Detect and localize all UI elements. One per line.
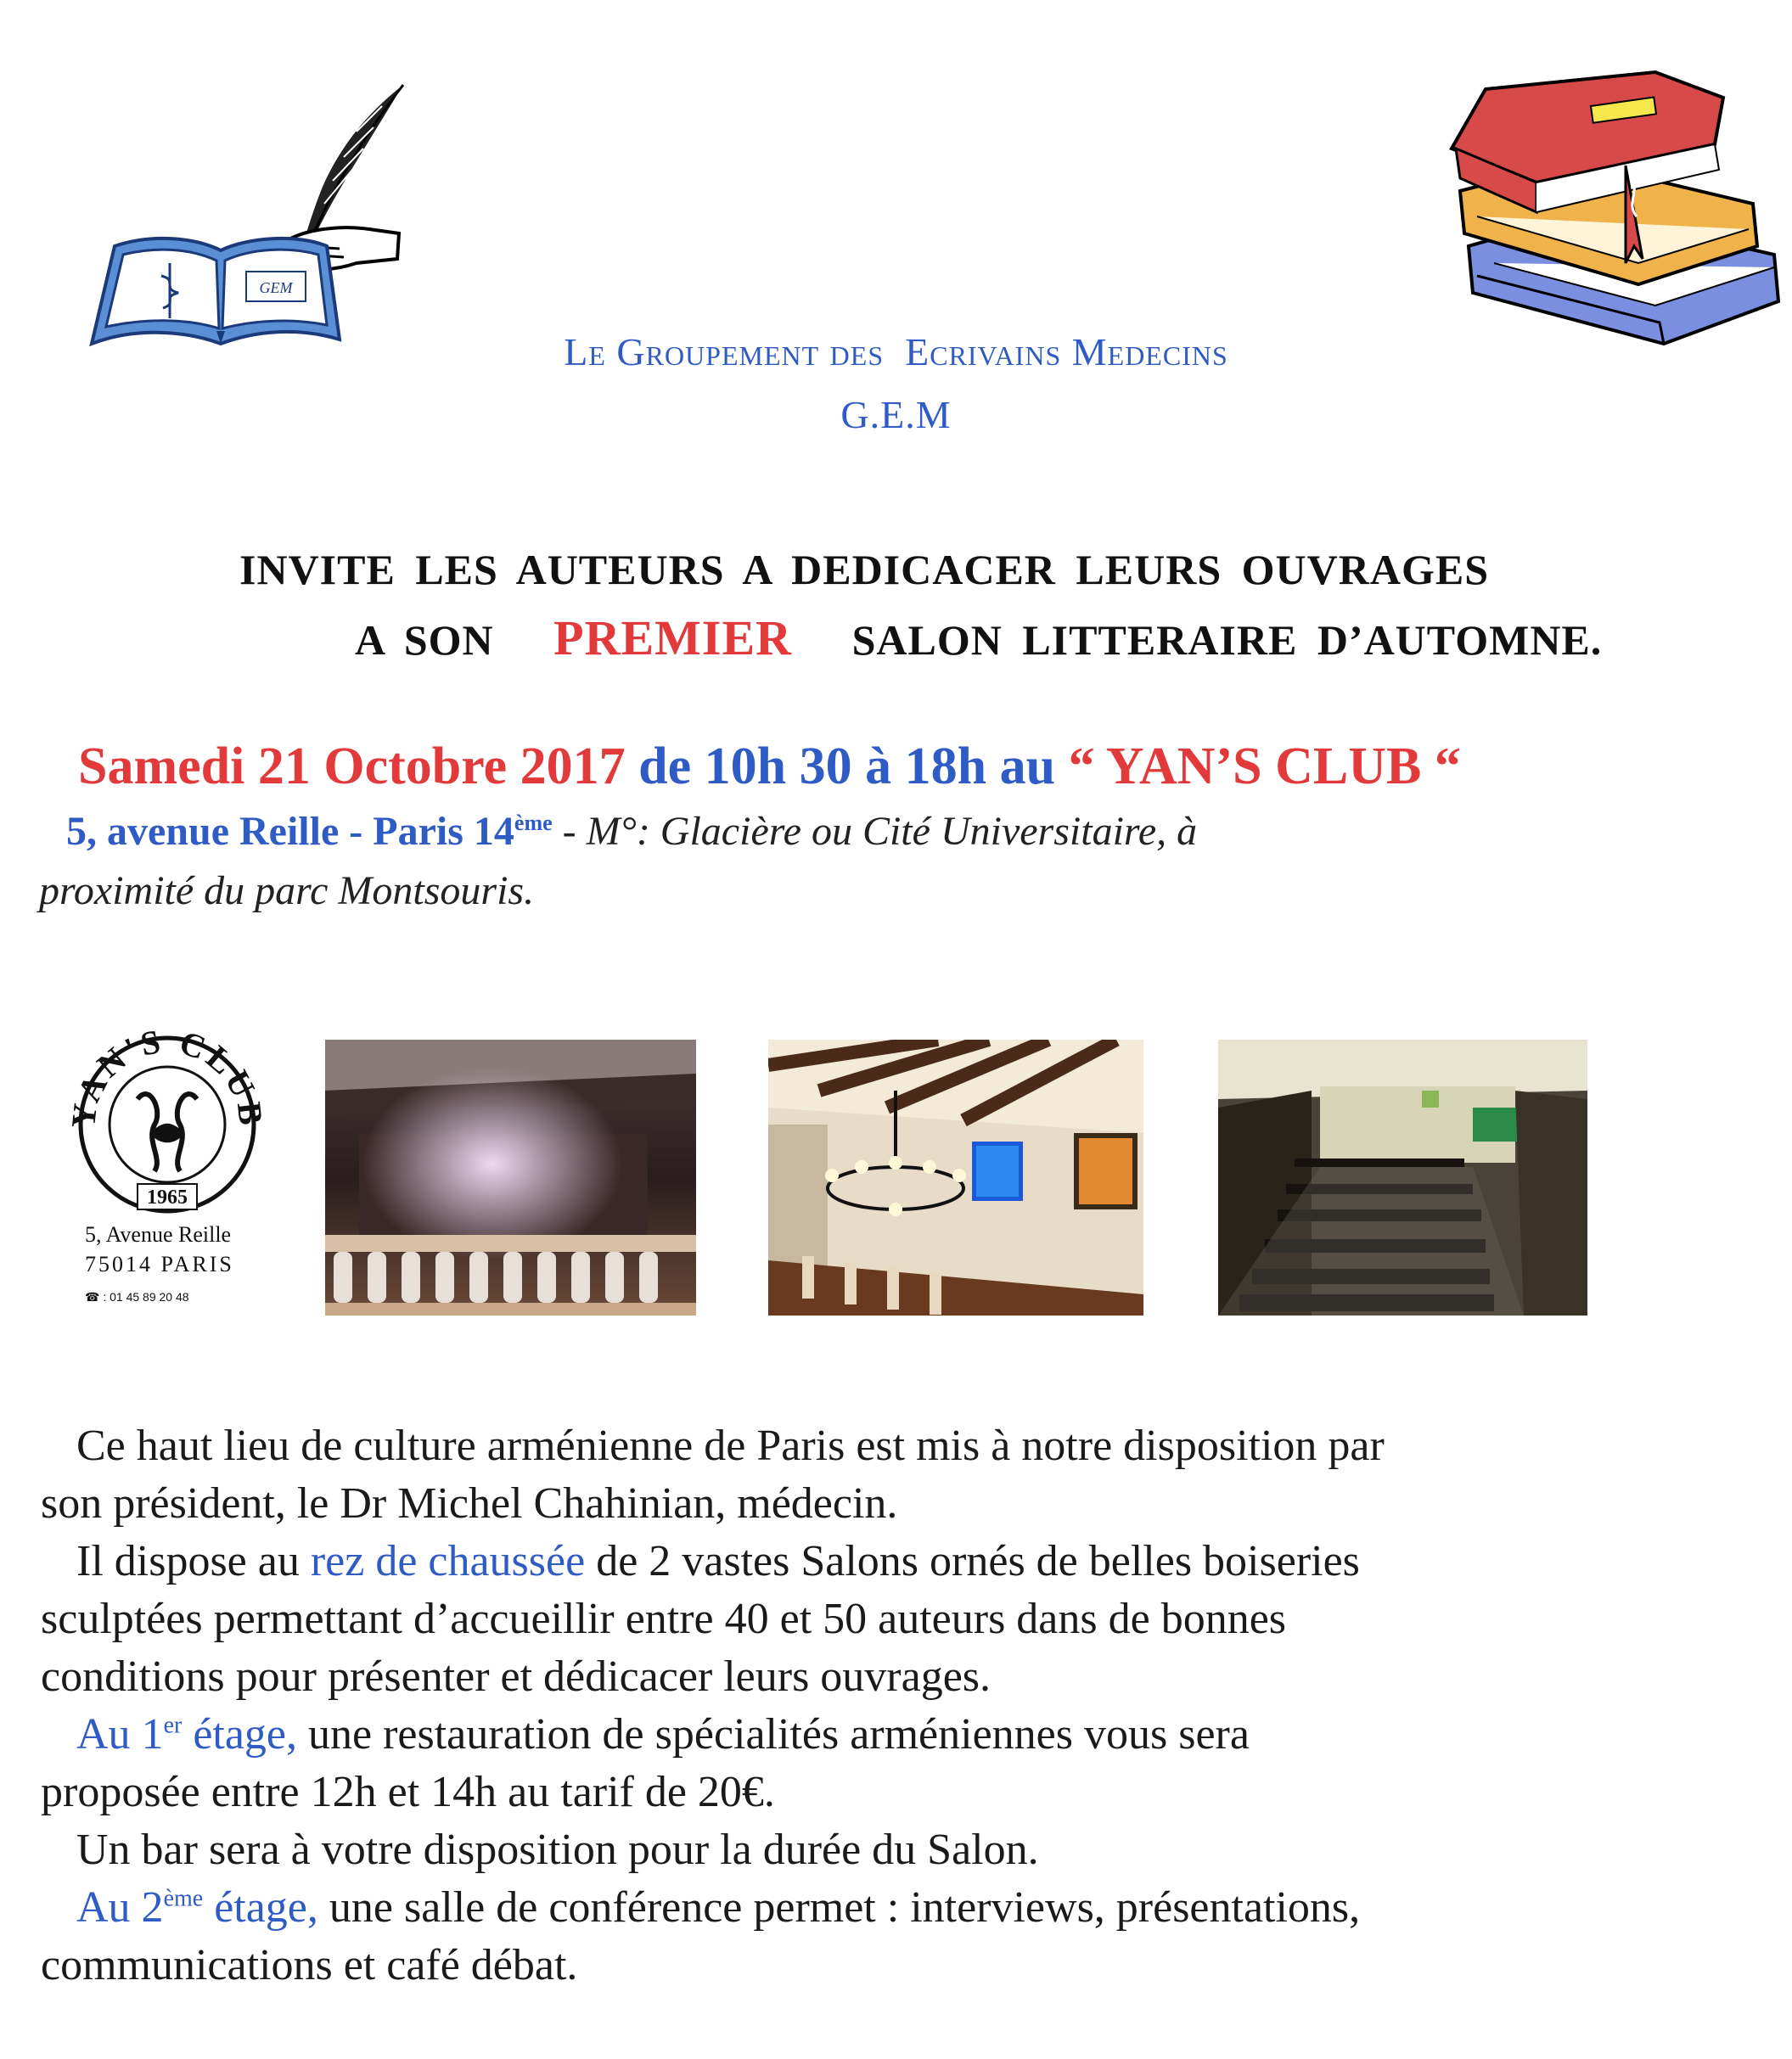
stamp-street: 5, Avenue Reille xyxy=(85,1222,232,1247)
first-floor-label: Au 1 xyxy=(76,1710,164,1759)
event-metro-cont: proximité du parc Montsouris. xyxy=(39,868,535,913)
stamp-phone: ☎ : 01 45 89 20 48 xyxy=(85,1290,189,1304)
event-address-text: 5, avenue Reille - Paris 14 xyxy=(66,809,514,854)
invitation-line-2-end: SALON LITTERAIRE D’AUTOMNE. xyxy=(851,616,1603,664)
stamp-city: 75014 PARIS xyxy=(85,1252,234,1276)
stamp-year: 1965 xyxy=(147,1187,188,1209)
event-address-sup: ème xyxy=(514,811,553,835)
yans-club-stamp xyxy=(70,1031,273,1316)
body-text xyxy=(41,1417,1755,1994)
quill-book-logo xyxy=(85,81,416,352)
second-floor-sup: ème xyxy=(163,1885,204,1912)
stamp-name: AN'S CLUB xyxy=(70,1031,271,1130)
para-2-line-3: conditions pour présenter et dédicacer leurs ouvrages. xyxy=(41,1652,991,1701)
para-1-line-2: son président, le Dr Michel Chahinian, médecin. xyxy=(41,1479,898,1528)
first-floor-sup: er xyxy=(163,1712,183,1739)
event-venue: “ YAN’S CLUB “ xyxy=(1068,738,1461,795)
para-3-post: une restauration de spécialités arméniennes vous sera xyxy=(308,1710,1250,1759)
invitation-line-1: INVITE LES AUTEURS A DEDICACER LEURS OUVRAGES xyxy=(239,546,1490,593)
para-5-post: une salle de conférence permet : interviews, présentations, xyxy=(329,1883,1361,1932)
first-floor-word: étage, xyxy=(193,1710,298,1759)
para-3-line-1 xyxy=(41,1706,1755,1764)
para-2-post: de 2 vastes Salons ornés de belles boiseries xyxy=(596,1537,1360,1585)
para-5-line-2: communications et café débat. xyxy=(41,1941,578,1989)
second-floor xyxy=(76,1883,318,1932)
para-3-line-2: proposée entre 12h et 14h au tarif de 20€. xyxy=(41,1768,775,1816)
event-address-line xyxy=(66,808,1764,855)
stamp-seal xyxy=(70,1031,273,1218)
logo-book-label: GEM xyxy=(259,279,293,296)
event-date: Samedi 21 Octobre 2017 xyxy=(78,738,626,795)
books-stack-icon xyxy=(1443,64,1783,361)
venue-photo-chandelier xyxy=(768,1040,1143,1316)
invitation-line-2 xyxy=(355,609,1628,666)
premier-highlight: PREMIER xyxy=(553,610,793,665)
org-name-part1: Le Groupement des xyxy=(564,330,885,373)
first-floor xyxy=(76,1710,297,1759)
para-2-line-1 xyxy=(41,1533,1755,1591)
para-1-line-1: Ce haut lieu de culture arménienne de Paris est mis à notre disposition par xyxy=(76,1422,1385,1470)
venue-photo-conference xyxy=(1218,1040,1587,1316)
org-name xyxy=(0,329,1792,374)
rez-de-chaussee: rez de chaussée xyxy=(310,1537,586,1585)
event-date-line xyxy=(78,737,1759,797)
para-4: Un bar sera à votre disposition pour la durée du Salon. xyxy=(76,1826,1039,1874)
para-5-line-1 xyxy=(41,1879,1755,1937)
event-address xyxy=(66,809,553,854)
event-time: de 10h 30 à 18h au xyxy=(638,738,1056,795)
org-abbreviation: G.E.M xyxy=(840,393,952,436)
second-floor-word: étage, xyxy=(214,1883,318,1932)
event-metro: - M°: Glacière ou Cité Universitaire, à xyxy=(562,809,1198,854)
invitation-line-2-start: A SON xyxy=(355,616,494,664)
para-2-line-2: sculptées permettant d’accueillir entre 40 et 50 auteurs dans de bonnes xyxy=(41,1595,1287,1643)
para-2-pre: Il dispose au xyxy=(76,1537,300,1585)
second-floor-label: Au 2 xyxy=(76,1883,164,1932)
org-name-part2: Ecrivains Medecins xyxy=(905,330,1228,373)
svg-text:YAN'S CLUB xyxy=(70,1031,271,1130)
venue-photo-hall xyxy=(325,1040,696,1316)
